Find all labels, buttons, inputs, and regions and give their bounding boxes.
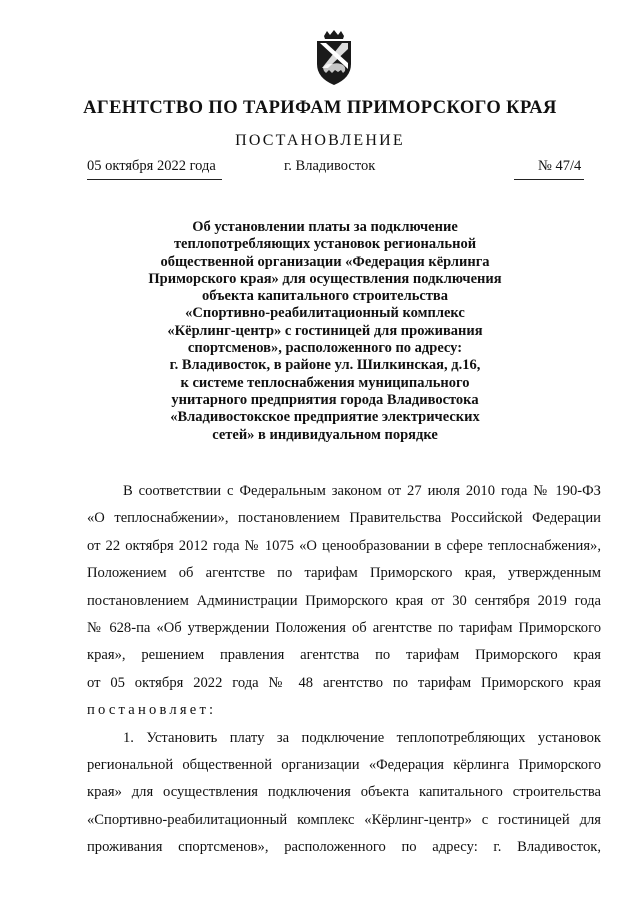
paragraph-legal-basis: [87, 478, 601, 725]
body-line: края», решением правления агентства по тарифам Приморского края: [87, 647, 601, 664]
date-underline: [87, 179, 222, 180]
document-city: г. Владивосток: [284, 158, 376, 174]
decree-word: постановляет:: [87, 702, 217, 719]
paragraph-item-1: [87, 725, 601, 862]
body-line: «Спортивно-реабилитационный комплекс «Кёрлинг-центр» с гостиницей для: [87, 811, 601, 828]
body-line: постановлением Администрации Приморского края от 30 сентября 2019 года: [87, 592, 601, 609]
subject-line: «Владивостокское предприятие электрических: [170, 409, 480, 426]
agency-title: АГЕНТСТВО ПО ТАРИФАМ ПРИМОРСКОГО КРАЯ: [83, 98, 557, 118]
subject-line: спортсменов», расположенного по адресу:: [187, 340, 463, 357]
number-underline: [514, 179, 584, 180]
document-subject: [120, 219, 530, 444]
document-type-heading: ПОСТАНОВЛЕНИЕ: [235, 132, 405, 149]
subject-line: Приморского края» для осуществления подключения: [148, 270, 502, 287]
subject-line: объекта капитального строительства: [201, 288, 449, 305]
subject-line: сетей» в индивидуальном порядке: [212, 426, 438, 443]
body-line: Положением об агентстве по тарифам Приморского края, утвержденным: [87, 565, 601, 582]
document-number: № 47/4: [538, 158, 582, 174]
body-line: края» для осуществления подключения объекта капитального строительства: [87, 784, 601, 801]
body-line: «О теплоснабжении», постановлением Правительства Российской Федерации: [87, 510, 601, 527]
body-line: № 628-па «Об утверждении Положения об агентстве по тарифам Приморского: [87, 620, 601, 637]
body-line: от 05 октября 2022 года № 48 агентство по тарифам Приморского края: [87, 674, 601, 691]
subject-line: общественной организации «Федерация кёрлинга: [160, 253, 490, 270]
subject-line: Об установлении платы за подключение: [192, 219, 458, 235]
document-body: [87, 478, 601, 862]
body-line: В соответствии с Федеральным законом от 27 июля 2010 года № 190-ФЗ: [123, 483, 601, 499]
subject-line: г. Владивосток, в районе ул. Шилкинская, д.16,: [169, 357, 481, 374]
document-date: 05 октября 2022 года: [87, 158, 216, 174]
subject-line: «Спортивно-реабилитационный комплекс: [185, 305, 465, 322]
document-meta-row: [0, 158, 640, 182]
subject-line: к системе теплоснабжения муниципального: [180, 374, 470, 391]
subject-line: «Кёрлинг-центр» с гостиницей для проживания: [167, 322, 483, 339]
body-line: проживания спортсменов», расположенного по адресу: г. Владивосток,: [87, 839, 601, 856]
primorsky-krai-coat-of-arms-icon: [314, 30, 354, 86]
body-line: 1. Установить плату за подключение теплопотребляющих установок: [123, 729, 601, 746]
body-line: от 22 октября 2012 года № 1075 «О ценообразовании в сфере теплоснабжения»,: [87, 537, 601, 554]
subject-line: теплопотребляющих установок региональной: [173, 236, 477, 253]
body-line: региональной общественной организации «Федерация кёрлинга Приморского: [87, 757, 601, 774]
subject-line: унитарного предприятия города Владивостока: [171, 391, 479, 408]
